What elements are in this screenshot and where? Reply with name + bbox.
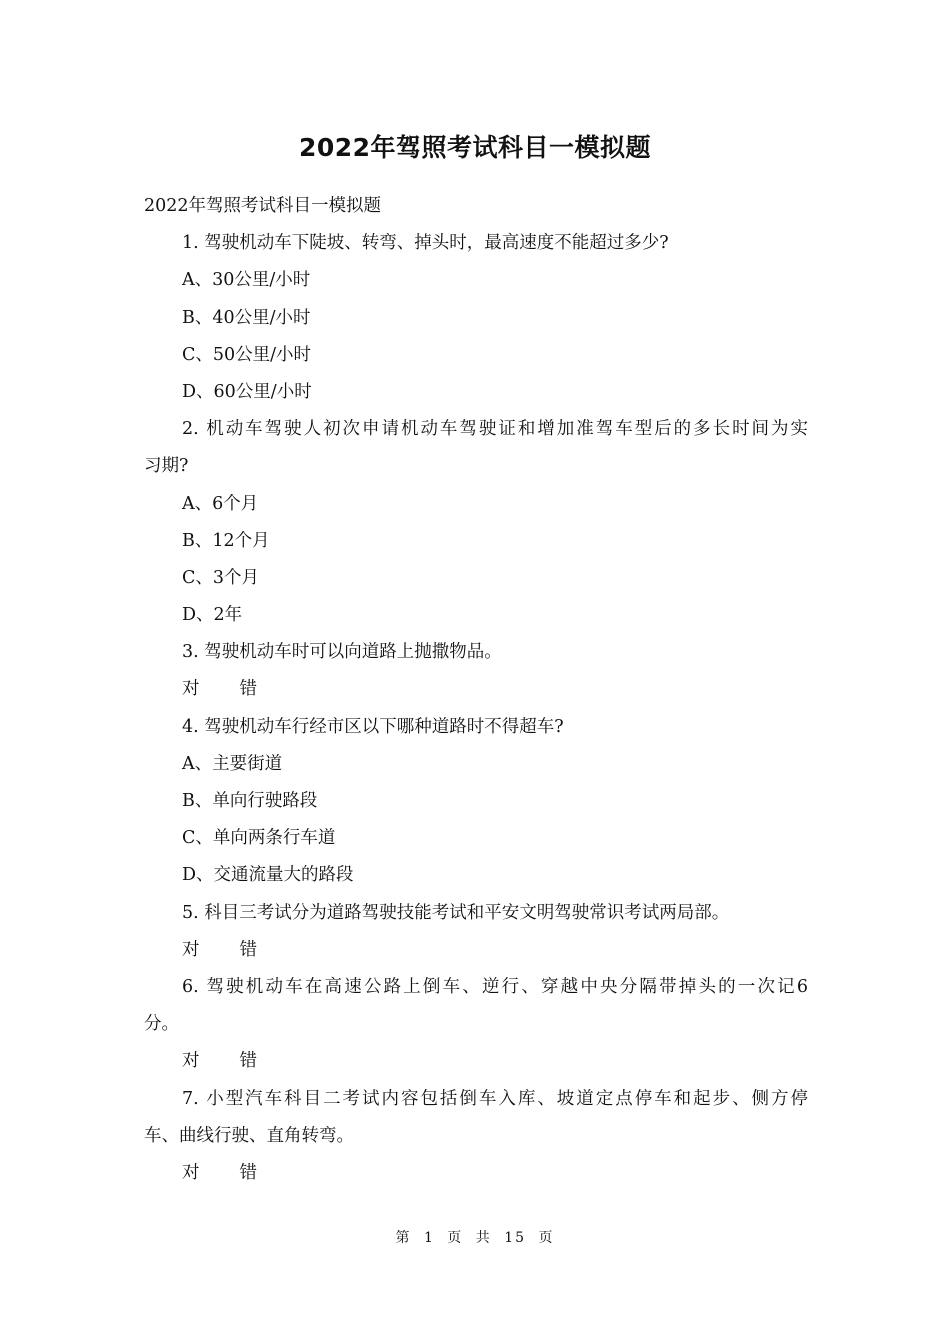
question-2-line-2: 习期?: [144, 456, 189, 477]
question-7-line-1: 7. 小型汽车科目二考试内容包括倒车入库、坡道定点停车和起步、侧方停: [182, 1088, 808, 1109]
q2-option-d: D、2年: [182, 605, 243, 626]
question-6-line-1: 6. 驾驶机动车在高速公路上倒车、逆行、穿越中央分隔带掉头的一次记6: [182, 976, 808, 997]
question-3: 3. 驾驶机动车时可以向道路上抛撒物品。: [182, 642, 502, 663]
q4-option-d: D、交通流量大的路段: [182, 865, 354, 886]
q1-option-b: B、40公里/小时: [182, 307, 311, 328]
question-5: 5. 科目三考试分为道路驾驶技能考试和平安文明驾驶常识考试两局部。: [182, 902, 730, 923]
q1-option-d: D、60公里/小时: [182, 381, 312, 402]
q6-true-false: [144, 1043, 808, 1080]
q5-true-false: [144, 932, 808, 969]
q4-option-b: B、单向行驶路段: [182, 791, 318, 811]
q3-true-false: [144, 671, 808, 708]
question-4: 4. 驾驶机动车行经市区以下哪种道路时不得超车?: [182, 716, 564, 737]
q6-false-label: 错: [239, 1051, 257, 1072]
q6-true-label: 对: [182, 1051, 200, 1072]
q4-option-a: A、主要街道: [182, 753, 283, 774]
page-title: 2022年驾照考试科目一模拟题: [298, 133, 652, 162]
q2-option-c: C、3个月: [182, 567, 260, 588]
q7-true-label: 对: [182, 1162, 200, 1183]
q2-option-b: B、12个月: [182, 530, 270, 551]
q7-true-false: [144, 1155, 808, 1192]
page-footer: 第 1 页 共 15 页: [395, 1230, 555, 1246]
question-7-line-2: 车、曲线行驶、直角转弯。: [144, 1125, 354, 1146]
document-body: [144, 188, 808, 1192]
question-6-line-2: 分。: [144, 1014, 179, 1035]
q5-false-label: 错: [239, 939, 257, 960]
q3-false-label: 错: [239, 679, 257, 700]
question-2-line-1: 2. 机动车驾驶人初次申请机动车驾驶证和增加准驾车型后的多长时间为实: [182, 419, 808, 440]
q1-option-c: C、50公里/小时: [182, 344, 312, 365]
question-1: 1. 驾驶机动车下陡坡、转弯、掉头时，最高速度不能超过多少?: [182, 233, 669, 254]
q4-option-c: C、单向两条行车道: [182, 828, 336, 849]
q5-true-label: 对: [182, 939, 200, 960]
q1-option-a: A、30公里/小时: [182, 270, 311, 291]
q3-true-label: 对: [182, 679, 200, 700]
q2-option-a: A、6个月: [182, 493, 259, 514]
q7-false-label: 错: [239, 1162, 257, 1183]
intro-text: 2022年驾照考试科目一模拟题: [144, 196, 382, 216]
